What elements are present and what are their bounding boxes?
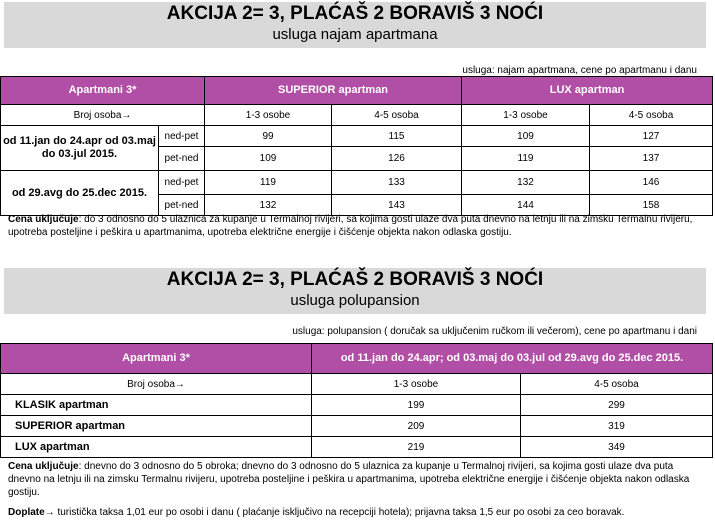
sub-header: 4-5 osoba: [590, 105, 713, 126]
price-cell: 119: [462, 147, 590, 171]
price-cell: 109: [205, 147, 332, 171]
header-apartmani: Apartmani 3*: [1, 344, 312, 374]
price-cell: 209: [312, 416, 521, 437]
table-subheader-row: [1, 105, 713, 126]
section1-title: AKCIJA 2= 3, PLAĆAŠ 2 BORAVIŠ 3 NOĆI: [166, 3, 544, 24]
header-superior: SUPERIOR apartman: [205, 77, 462, 105]
days-cell: pet-ned: [159, 147, 205, 171]
header-apartmani: Apartmani 3*: [1, 77, 205, 105]
table-row: [1, 126, 713, 147]
price-cell: 199: [312, 395, 521, 416]
price-includes-text: : do 3 odnosno do 5 ulaznica za kupanje u Termalnoj rivijeri, sa kojima gosti ulaze dva puta dnevno na letnju ili na zimsku Termalnu rivijeru, upotreba posteljine i peškira u apartmanima, upotreba električne energije i čišćenje objekta nakon odlaska gostiju.: [8, 214, 693, 238]
price-cell: 143: [332, 195, 462, 216]
price-cell: 127: [590, 126, 713, 147]
half-board-price-table: [0, 343, 713, 458]
header-period: od 11.jan do 24.apr; od 03.maj do 03.jul od 29.avg do 25.dec 2015.: [312, 344, 713, 374]
section1-price-includes: [8, 213, 698, 239]
price-cell: 133: [332, 171, 462, 195]
section2-extra-charges: [8, 506, 698, 519]
table-header-row: [1, 344, 713, 374]
price-cell: 158: [590, 195, 713, 216]
price-cell: 319: [521, 416, 713, 437]
table-row: [1, 437, 713, 458]
period-cell: od 11.jan do 24.apr od 03.maj do 03.jul 2015.: [1, 126, 159, 171]
extra-charges-text: → turistička taksa 1,01 eur po osobi i danu ( plaćanje isključivo na recepciji hotela); prijavna taksa 1,5 eur po osobi za ceo boravak.: [44, 507, 625, 518]
price-cell: 137: [590, 147, 713, 171]
table-row: [1, 416, 713, 437]
extra-charges-label: Doplate: [8, 507, 45, 518]
header-lux: LUX apartman: [462, 77, 713, 105]
price-includes-label: Cena uključuje: [8, 214, 79, 225]
apartment-price-table: [0, 76, 713, 216]
persons-label: Broj osoba→: [1, 374, 312, 395]
period-cell: od 29.avg do 25.dec 2015.: [1, 171, 159, 216]
section1-subtitle: usluga najam apartmana: [272, 26, 438, 43]
price-includes-text: : dnevno do 3 odnosno do 5 obroka; dnevno do 3 odnosno do 5 ulaznica za kupanje u Termalnoj rivijeri, sa kojima gosti ulaze dva puta dnevno na letnju ili na zimsku Termalnu rivijeru, upotreba posteljine i peškira u apartmanima, upotreba električne energije i čišćenje objekta nakon odlaska gostiju.: [8, 461, 690, 498]
apartment-name: KLASIK apartman: [1, 395, 312, 416]
price-cell: 219: [312, 437, 521, 458]
price-cell: 119: [205, 171, 332, 195]
price-cell: 115: [332, 126, 462, 147]
days-cell: ned-pet: [159, 171, 205, 195]
section1-banner: [4, 2, 706, 48]
section2-price-includes: [8, 460, 698, 499]
apartment-name: SUPERIOR apartman: [1, 416, 312, 437]
price-cell: 99: [205, 126, 332, 147]
table-row: [1, 171, 713, 195]
price-includes-label: Cena uključuje: [8, 461, 79, 472]
sub-header: 4-5 osoba: [521, 374, 713, 395]
price-cell: 109: [462, 126, 590, 147]
section1-note: usluga: najam apartmana, cene po apartmanu i danu: [462, 65, 697, 76]
sub-header: 1-3 osobe: [462, 105, 590, 126]
table-row: [1, 395, 713, 416]
price-cell: 132: [205, 195, 332, 216]
section2-note: usluga: polupansion ( doručak sa uključenim ručkom ili večerom), cene po apartmanu i dani: [292, 326, 697, 337]
table-subheader-row: [1, 374, 713, 395]
section2-title: AKCIJA 2= 3, PLAĆAŠ 2 BORAVIŠ 3 NOĆI: [166, 269, 544, 290]
sub-header: 1-3 osobe: [312, 374, 521, 395]
days-cell: ned-pet: [159, 126, 205, 147]
price-cell: 126: [332, 147, 462, 171]
price-cell: 299: [521, 395, 713, 416]
days-cell: pet-ned: [159, 195, 205, 216]
price-cell: 349: [521, 437, 713, 458]
persons-label: Broj osoba→: [1, 105, 205, 126]
price-cell: 144: [462, 195, 590, 216]
table-header-row: [1, 77, 713, 105]
price-cell: 146: [590, 171, 713, 195]
price-cell: 132: [462, 171, 590, 195]
sub-header: 4-5 osoba: [332, 105, 462, 126]
sub-header: 1-3 osobe: [205, 105, 332, 126]
section2-subtitle: usluga polupansion: [290, 292, 420, 309]
apartment-name: LUX apartman: [1, 437, 312, 458]
section2-banner: [4, 268, 706, 314]
